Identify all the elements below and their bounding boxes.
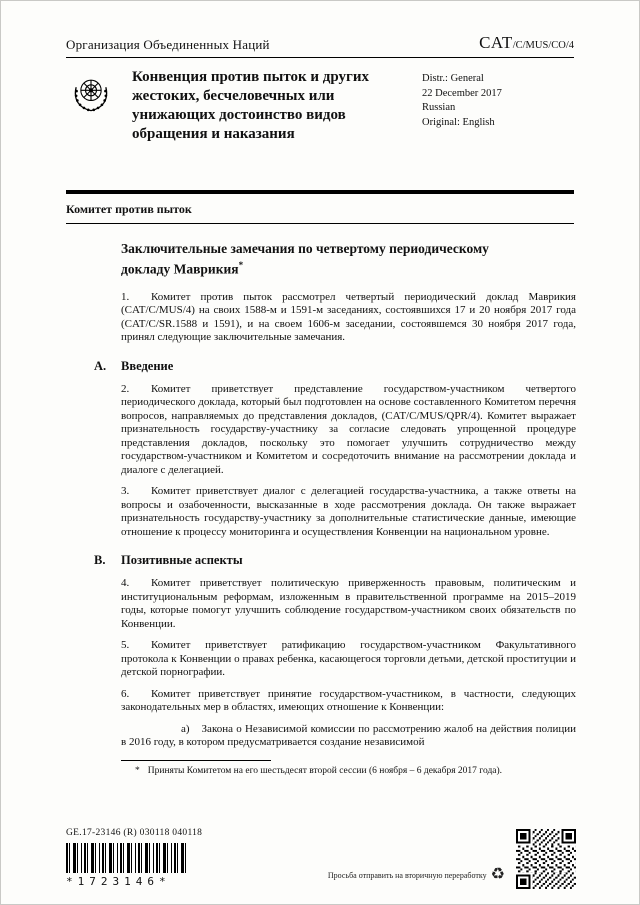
paragraph-5 — [121, 639, 576, 680]
document-symbol — [479, 33, 574, 53]
document-symbol-suffix: /C/MUS/CO/4 — [512, 40, 574, 51]
paragraph-number: 3. — [121, 485, 130, 497]
subparagraph-label: a) — [181, 722, 190, 735]
section-b-heading — [94, 553, 576, 568]
distribution-block — [422, 68, 574, 190]
footnote-marker: * — [135, 765, 140, 776]
paragraph-text: Комитет против пыток рассмотрел четвертый периодический доклад Маврикия (CAT/C/MUS/4) на своих 1588-м и 1591-м заседаниях, состоявшихся 17 и 20 ноября 2017 года (CAT/C/SR.1588 и 1591), и на своем 1606-м заседании, состоявшемся 30 ноября 2017 года, принял следующие заключительные замечания. — [121, 290, 576, 343]
header-row — [66, 33, 574, 58]
org-name: Организация Объединенных Наций — [66, 37, 270, 52]
footnote-block — [121, 760, 576, 777]
document-title-text: Заключительные замечания по четвертому периодическому докладу Маврикия — [121, 241, 489, 277]
subparagraph-a — [121, 723, 576, 750]
paragraph-1 — [121, 291, 576, 345]
date-line: 22 December 2017 — [422, 87, 502, 99]
footnote-text: Приняты Комитетом на его шестьдесят второй сессии (6 ноября – 6 декабря 2017 года). — [147, 765, 503, 776]
ge-reference-number: GE.17-23146 (R) 030118 040118 — [66, 828, 203, 838]
paragraph-2 — [121, 383, 576, 478]
paragraph-number: 5. — [121, 639, 130, 651]
language-line: Russian — [422, 102, 456, 113]
recycle-icon: ♻ — [490, 866, 505, 883]
paragraph-number: 2. — [121, 382, 130, 395]
qr-code-icon — [516, 829, 576, 889]
paragraph-text: Комитет приветствует политическую приверженность правовым, политическим и институциональным реформам, изложенным в правительственной программе на 2015–2019 годы, которые помогут улучшить соблюдение государством-участником своих обязательств по Конвенции. — [121, 577, 576, 630]
title-footnote-marker: * — [238, 260, 244, 270]
footnote-rule — [121, 760, 271, 761]
distr-line: Distr.: General — [422, 73, 484, 84]
subparagraph-text: Закона о Независимой комиссии по рассмотрению жалоб на действия полиции в 2016 году, в котором предусматривается создание независимой — [121, 722, 576, 748]
paragraph-number: 1. — [121, 290, 130, 303]
paragraph-text: Комитет приветствует ратификацию государством-участником Факультативного протокола к Конвенции о правах ребенка, касающегося торговли детьми, детской проституции и детской порнографии. — [121, 639, 576, 678]
original-language-line: Original: English — [422, 116, 495, 128]
document-title — [121, 240, 541, 278]
document-body — [94, 240, 576, 777]
section-a-heading — [94, 359, 576, 374]
paragraph-number: 6. — [121, 687, 130, 700]
thick-divider — [66, 190, 574, 194]
recycle-note — [328, 867, 505, 883]
paragraph-3 — [121, 485, 576, 539]
section-title: Позитивные аспекты — [121, 553, 243, 567]
paragraph-6 — [121, 688, 576, 715]
footnote — [121, 765, 541, 777]
paragraph-text: Комитет приветствует диалог с делегацией государства-участника, а также ответы на вопросы и озабоченности, высказанные в ходе рассмотрения доклада. Он также выражает признательность государству-участнику за дополнительные статистические данные, имеющие отношение к процессу мониторинга и осуществления Конвенции на национальном уровне. — [121, 485, 576, 538]
paragraph-number: 4. — [121, 577, 130, 589]
recycle-text: Просьба отправить на вторичную переработку — [327, 870, 487, 880]
committee-name: Комитет против пыток — [66, 202, 574, 224]
paragraph-text: Комитет приветствует представление государством-участником четвертого периодического доклада, который был подготовлен на основе составленного Комитетом перечня вопросов, направляемых до представления докладов, (CAT/C/MUS/QPR/4). Комитет выражает признательность государству-участнику за согласие следовать упрощенной процедуре представления докладов, поскольку это помогает улучшить сотрудничество между государством-участником и Комитетом и сосредоточить внимание на рассмотрении доклада и диалоге с делегацией. — [121, 382, 576, 476]
barcode — [66, 843, 186, 873]
section-letter: B. — [94, 553, 106, 567]
un-emblem-icon — [66, 68, 124, 190]
treaty-title: Конвенция против пыток и других жестоких, бесчеловечных или унижающих достоинство видов обращения и наказания — [132, 69, 369, 142]
paragraph-text: Комитет приветствует принятие государством-участником, в частности, следующих законодательных мер в областях, имеющих отношение к Конвенции: — [121, 687, 576, 713]
section-title: Введение — [121, 358, 174, 373]
masthead — [66, 58, 574, 190]
section-letter: A. — [94, 358, 107, 373]
paragraph-4 — [121, 577, 576, 631]
document-symbol-prefix: CAT — [479, 33, 513, 52]
barcode-label: *1723146* — [66, 875, 171, 888]
